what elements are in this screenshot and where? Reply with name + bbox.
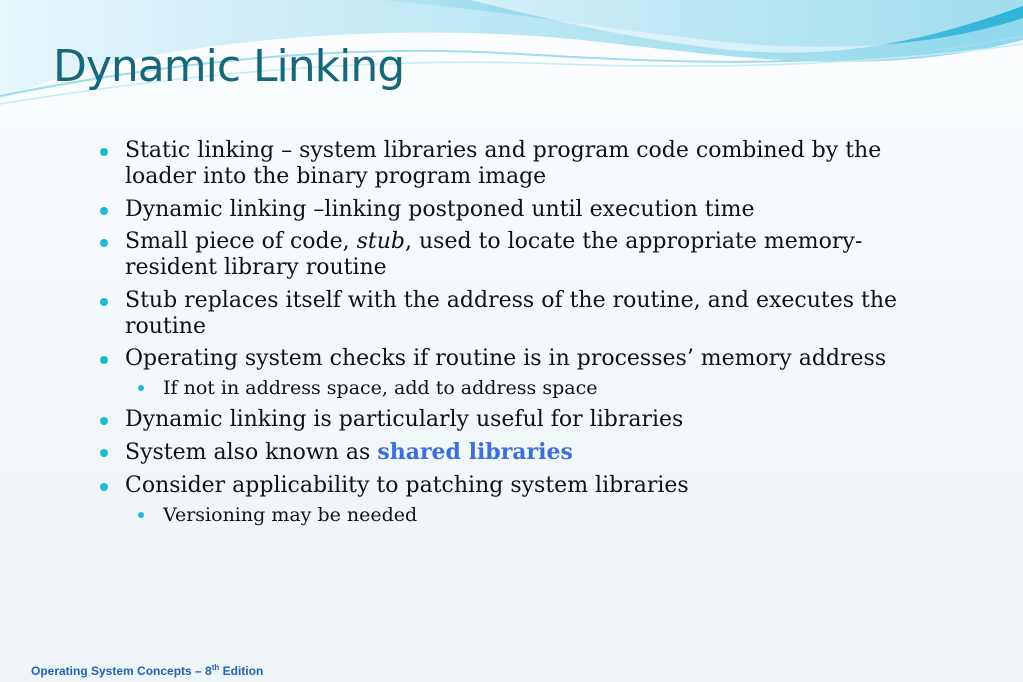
bullet-dot-icon [100,298,108,306]
bullet-dot-icon [100,207,108,215]
bullet-text: If not in address space, add to address space [163,377,598,399]
bullet-text: Operating system checks if routine is in processes’ memory address [125,346,887,371]
bullet-text-pre: Small piece of code, [125,229,357,254]
bullet-text-emphasis: stub [356,229,406,254]
bullet-shared-libraries [100,439,940,466]
bullet-patching [100,473,940,499]
slide-title: Dynamic Linking [53,41,405,92]
bullet-stub-replaces [100,288,940,340]
sub-bullet-dot-icon [138,512,144,518]
bullet-text: Consider applicability to patching system libraries [125,472,689,498]
bullet-dynamic-linking [100,197,940,223]
bullet-list [100,138,940,527]
bullet-dot-icon [100,483,108,491]
sub-bullet-address-space [138,376,940,400]
bullet-dot-icon [100,148,108,156]
sub-bullet-dot-icon [138,385,144,391]
bullet-text: Dynamic linking is particularly useful for libraries [125,406,684,432]
bullet-dot-icon [100,449,108,457]
bullet-text: Versioning may be needed [163,503,418,526]
bullet-text: Dynamic linking –linking postponed until execution time [125,196,755,222]
footer-superscript: th [211,663,220,672]
footer-edition [31,664,263,678]
footer-suffix: Edition [219,664,264,678]
bullet-useful-libraries [100,407,940,433]
bullet-text-post: , used to locate the appropriate memory-resident library routine [125,229,863,280]
bullet-text-pre: System also known as [125,440,378,465]
bullet-stub [100,229,940,281]
shared-libraries-highlight: shared libraries [377,439,573,465]
sub-bullet-versioning [138,503,940,527]
bullet-text: Static linking – system libraries and program code combined by the loader into the binary program image [125,138,882,189]
bullet-dot-icon [100,356,108,364]
bullet-dot-icon [100,239,108,247]
bullet-text: Stub replaces itself with the address of the routine, and executes the routine [125,287,898,339]
bullet-os-checks [100,346,940,372]
bullet-static-linking [100,138,940,190]
bullet-dot-icon [100,417,108,425]
footer-prefix: Operating System Concepts – 8 [31,664,212,678]
